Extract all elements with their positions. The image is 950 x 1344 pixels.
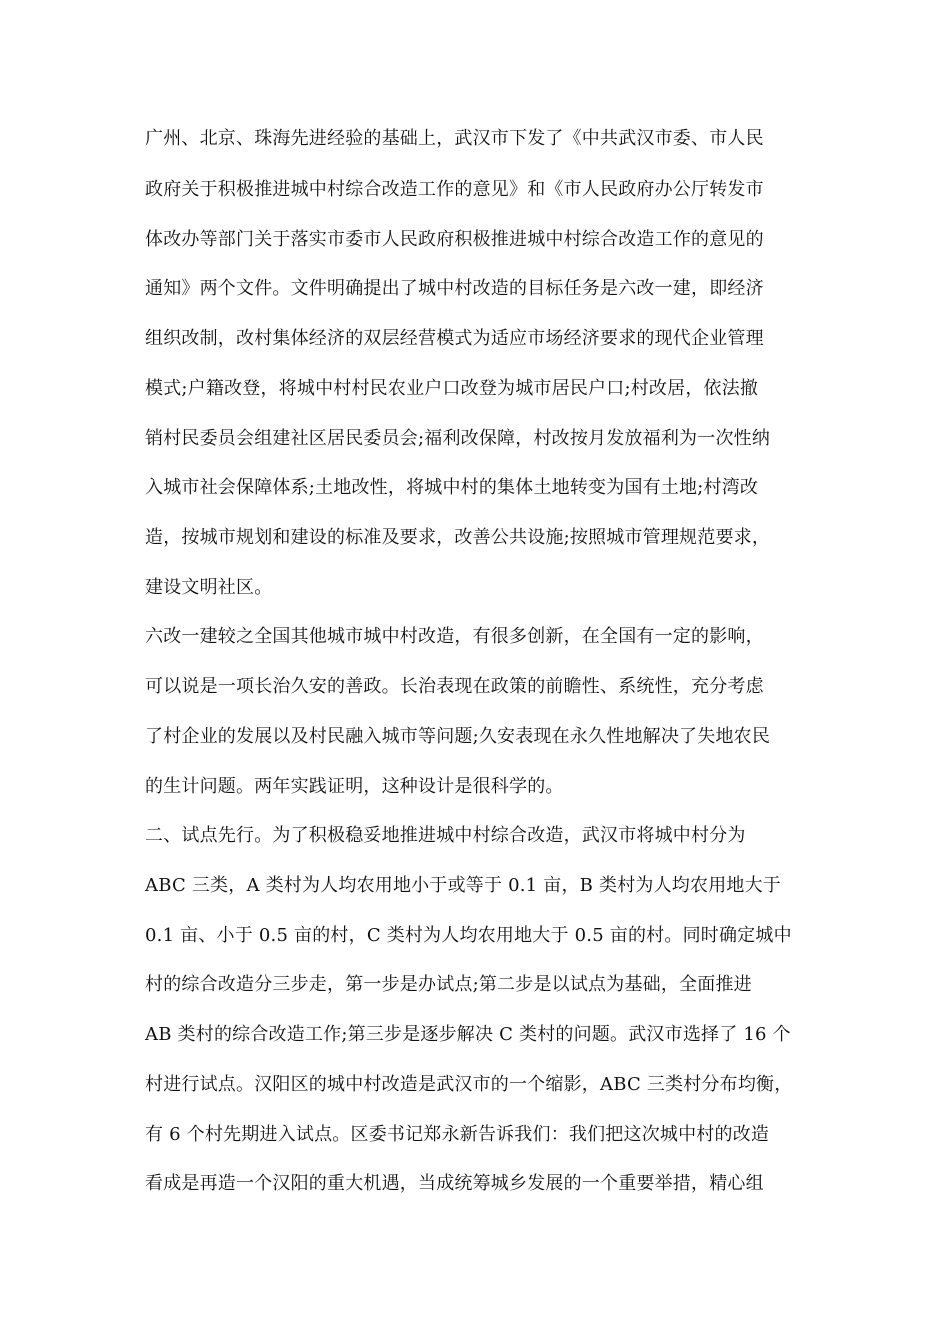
text-line: 六改一建较之全国其他城市城中村改造，有很多创新，在全国有一定的影响， — [145, 626, 764, 647]
text-line: 组织改制，改村集体经济的双层经营模式为适应市场经济要求的现代企业管理 — [145, 328, 764, 349]
text-line: 村的综合改造分三步走，第一步是办试点;第二步是以试点为基础，全面推进 — [145, 974, 752, 995]
text-line: 的生计问题。两年实践证明，这种设计是很科学的。 — [145, 776, 564, 797]
text-line: 有 6 个村先期进入试点。区委书记郑永新告诉我们：我们把这次城中村的改造 — [145, 1124, 770, 1145]
text-line: 0.1 亩、小于 0.5 亩的村，C 类村为人均农用地大于 0.5 亩的村。同时确定城中 — [145, 925, 792, 946]
text-line: ABC 三类，A 类村为人均农用地小于或等于 0.1 亩，B 类村为人均农用地大于 — [145, 875, 781, 896]
text-line: 入城市社会保障体系;土地改性，将城中村的集体土地转变为国有土地;村湾改 — [145, 477, 759, 498]
text-line: 二、试点先行。为了积极稳妥地推进城中村综合改造，武汉市将城中村分为 — [145, 825, 746, 846]
text-line: AB 类村的综合改造工作;第三步是逐步解决 C 类村的问题。武汉市选择了 16 个 — [145, 1024, 791, 1045]
text-line: 广州、北京、珠海先进经验的基础上，武汉市下发了《中共武汉市委、市人民 — [145, 128, 764, 149]
text-line: 了村企业的发展以及村民融入城市等问题;久安表现在永久性地解决了失地农民 — [145, 726, 771, 747]
text-line: 可以说是一项长治久安的善政。长治表现在政策的前瞻性、系统性，充分考虑 — [145, 676, 764, 697]
text-line: 销村民委员会组建社区居民委员会;福利改保障，村改按月发放福利为一次性纳 — [145, 428, 771, 449]
text-line: 建设文明社区。 — [145, 577, 273, 598]
text-line: 体改办等部门关于落实市委市人民政府积极推进城中村综合改造工作的意见的 — [145, 229, 764, 250]
text-line: 造，按城市规划和建设的标准及要求，改善公共设施;按照城市管理规范要求， — [145, 527, 771, 548]
text-line: 村进行试点。汉阳区的城中村改造是武汉市的一个缩影，ABC 三类村分布均衡， — [145, 1074, 793, 1095]
text-line: 通知》两个文件。文件明确提出了城中村改造的目标任务是六改一建，即经济 — [145, 278, 764, 299]
text-line: 政府关于积极推进城中村综合改造工作的意见》和《市人民政府办公厅转发市 — [145, 179, 764, 200]
text-line: 模式;户籍改登，将城中村村民农业户口改登为城市居民户口;村改居，依法撤 — [145, 378, 759, 399]
text-line: 看成是再造一个汉阳的重大机遇，当成统筹城乡发展的一个重要举措，精心组 — [145, 1173, 764, 1194]
